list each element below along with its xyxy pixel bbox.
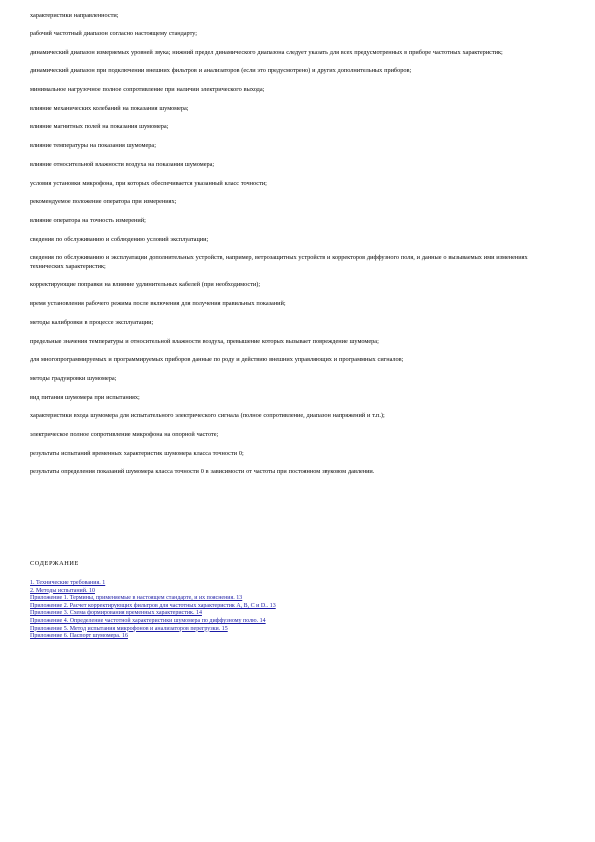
paragraph: рекомендуемое положение оператора при измерениях; bbox=[30, 198, 177, 206]
document-body bbox=[30, 12, 560, 487]
paragraph: влияние температуры на показания шумомера; bbox=[30, 142, 156, 150]
table-of-contents bbox=[30, 580, 530, 641]
paragraph: влияние магнитных полей на показания шумомера; bbox=[30, 123, 169, 131]
paragraph: вид питания шумомера при испытаниях; bbox=[30, 393, 140, 401]
paragraph: рабочий частотный диапазон согласно настоящему стандарту; bbox=[30, 29, 198, 37]
paragraph: методы градуировки шумомера; bbox=[30, 374, 117, 382]
paragraph: время установления рабочего режима после включения для получения правильных показаний; bbox=[30, 300, 286, 308]
paragraph: результаты испытаний временных характеристик шумомера класса точности 0; bbox=[30, 449, 244, 457]
paragraph: характеристики направленности; bbox=[30, 12, 119, 19]
paragraph: электрическое полное сопротивление микрофона на опорной частоте; bbox=[30, 431, 219, 439]
paragraph: динамический диапазон при подключении внешних фильтров и анализаторов (если это предусмотрено) и других дополнительных приборов; bbox=[30, 67, 412, 75]
paragraph: условия установки микрофона, при которых обеспечивается указанный класс точности; bbox=[30, 179, 267, 187]
paragraph: сведения по обслуживанию и соблюдению условий эксплуатации; bbox=[30, 235, 209, 243]
paragraph: сведения по обслуживанию и эксплуатации дополнительных устройств, например, ветрозащитных устройств и корректоров диффузного поля, и данные о вызываемых ими изменениях технических характеристик; bbox=[30, 254, 528, 270]
paragraph: влияние механических колебаний на показания шумомера; bbox=[30, 104, 189, 112]
paragraph: корректирующие поправки на влияние удлинительных кабелей (при необходимости); bbox=[30, 281, 261, 289]
toc-link[interactable]: Приложение 5. Метод испытания микрофонов и анализаторов перегрузки. 15 bbox=[30, 625, 228, 632]
paragraph: предельные значения температуры и относительной влажности воздуха, превышение которых вызывает повреждение шумомера; bbox=[30, 337, 379, 345]
toc-link[interactable]: Приложение 3. Схема формирования временных характеристик. 14 bbox=[30, 610, 202, 617]
paragraph: влияние относительной влажности воздуха на показания шумомера; bbox=[30, 160, 215, 168]
paragraph: характеристики входа шумомера для испытательного электрического сигнала (полное сопротивление, диапазон напряжений и т.п.); bbox=[30, 412, 385, 420]
toc-link[interactable]: 2. Методы испытаний. 10 bbox=[30, 587, 95, 594]
toc-link[interactable]: Приложение 6. Паспорт шумомера. 16 bbox=[30, 633, 128, 640]
toc-link[interactable]: 1. Технические требования. 1 bbox=[30, 580, 106, 586]
toc-link[interactable]: Приложение 2. Расчет корректирующих фильтров для частотных характеристик А, В, С и D.. 13 bbox=[30, 602, 276, 609]
paragraph: результаты определения показаний шумомера класса точности 0 в зависимости от частоты при постоянном звуковом давлении. bbox=[30, 468, 375, 476]
toc-link[interactable]: Приложение 4. Определение частотной характеристики шумомера по диффузному полю. 14 bbox=[30, 617, 266, 624]
paragraph: динамический диапазон измеряемых уровней звука; нижний предел динамического диапазона следует указать для всех предусмотренных в приборе частотных характеристик; bbox=[30, 48, 503, 56]
paragraph: для многопрограммируемых и программируемых приборов данные по роду и действию внешних управляющих и программных сигналов; bbox=[30, 356, 404, 364]
toc-heading: СОДЕРЖАНИЕ bbox=[30, 560, 79, 567]
paragraph: влияние оператора на точность измерений; bbox=[30, 216, 146, 224]
paragraph: методы калибровки в процессе эксплуатации; bbox=[30, 318, 154, 326]
toc-link[interactable]: Приложение 1. Термины, применяемые в настоящем стандарте, и их пояснения. 13 bbox=[30, 595, 243, 602]
paragraph: минимальное нагрузочное полное сопротивление при наличии электрического выхода; bbox=[30, 86, 265, 94]
